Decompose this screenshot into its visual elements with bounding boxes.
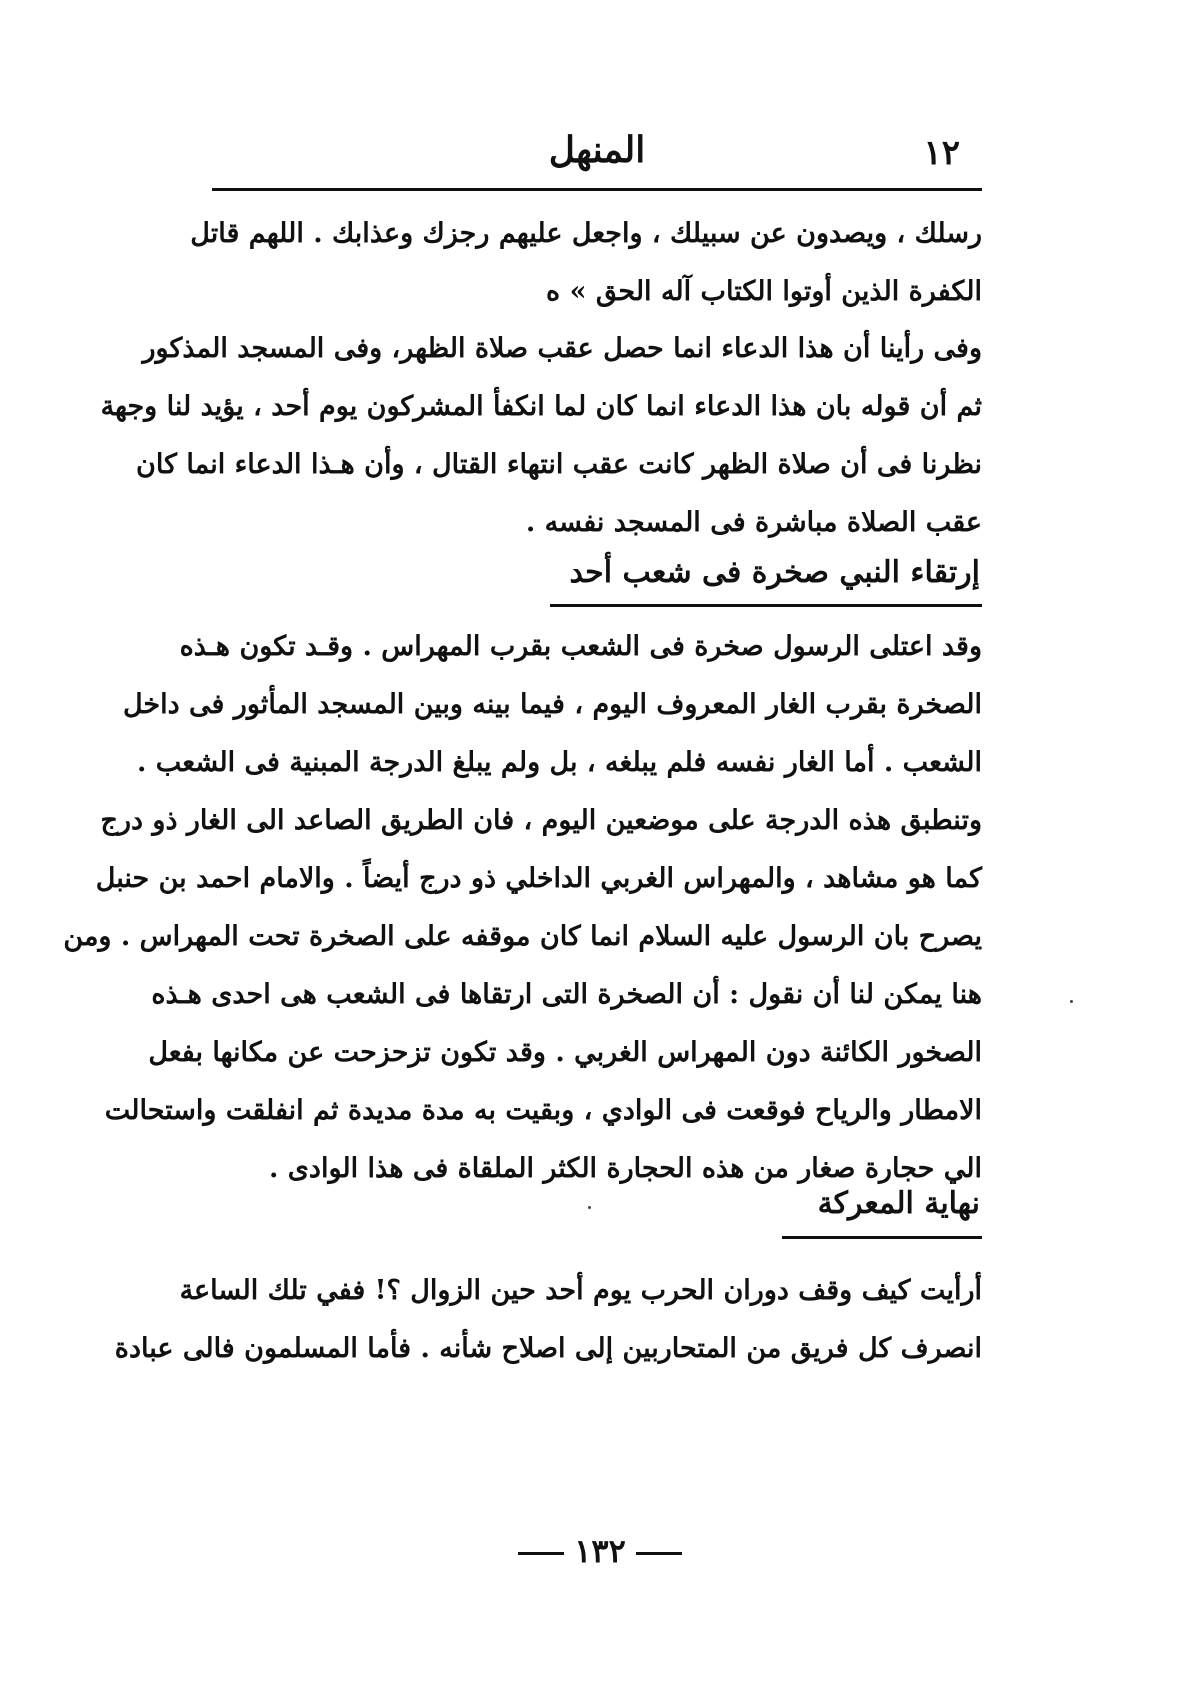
text-line: أرأيت كيف وقف دوران الحرب يوم أحد حين الزوال ؟! ففي تلك الساعة	[179, 1275, 982, 1306]
text-line: الصخرة بقرب الغار المعروف اليوم ، فيما بينه وبين المسجد المأثور فى داخل	[122, 689, 982, 720]
text-line: الي حجارة صغار من هذه الحجارة الكثر الملقاة فى هذا الوادى .	[269, 1153, 982, 1184]
text-line: وفى رأينا أن هذا الدعاء انما حصل عقب صلاة الظهر، وفى المسجد المذكور	[142, 333, 982, 364]
text-line: رسلك ، ويصدون عن سبيلك ، واجعل عليهم رجزك وعذابك . اللهم قاتل	[190, 218, 982, 249]
text-line: الامطار والرياح فوقعت فى الوادي ، وبقيت به مدة مديدة ثم انفلقت واستحالت	[104, 1095, 982, 1126]
page-number-footer	[0, 1532, 1200, 1570]
paragraph-continued	[190, 205, 982, 321]
text-line: كما هو مشاهد ، والمهراس الغربي الداخلي ذو درج أيضاً . والامام احمد بن حنبل	[95, 863, 982, 894]
section-heading-rule	[782, 1236, 982, 1239]
text-line: الشعب . أما الغار نفسه فلم يبلغه ، بل ولم يبلغ الدرجة المبنية فى الشعب .	[136, 747, 982, 778]
text-line: عقب الصلاة مباشرة فى المسجد نفسه .	[525, 507, 982, 538]
paragraph	[100, 320, 982, 552]
text-line: يصرح بان الرسول عليه السلام انما كان موقفه على الصخرة تحت المهراس . ومن	[63, 921, 982, 952]
section-heading-end-of-battle: نهاية المعركة	[817, 1186, 980, 1221]
section-heading-ascent: إرتقاء النبي صخرة فى شعب أحد	[569, 555, 980, 590]
scan-speck	[1070, 1000, 1073, 1003]
page-number-bottom: ١٣٢	[574, 1532, 626, 1570]
text-line: نظرنا فى أن صلاة الظهر كانت عقب انتهاء القتال ، وأن هـذا الدعاء انما كان	[136, 449, 982, 480]
journal-title: المنهل	[548, 129, 646, 171]
page-number-top: ١٢	[923, 133, 960, 173]
text-line: انصرف كل فريق من المتحاربين إلى اصلاح شأنه . فأما المسلمون فالى عبادة	[114, 1333, 982, 1364]
text-line: هنا يمكن لنا أن نقول : أن الصخرة التى ارتقاها فى الشعب هى احدى هـذه	[151, 979, 982, 1010]
page-header	[212, 125, 982, 185]
text-line: وقد اعتلى الرسول صخرة فى الشعب بقرب المهراس . وقـد تكون هـذه	[179, 631, 982, 662]
text-line: وتنطبق هذه الدرجة على موضعين اليوم ، فان الطريق الصاعد الى الغار ذو درج	[100, 805, 982, 836]
scan-speck	[588, 1206, 591, 1209]
section-heading-rule	[550, 604, 982, 607]
header-rule	[212, 188, 982, 191]
paragraph	[63, 618, 982, 1198]
dash-right	[636, 1552, 682, 1555]
text-line: ثم أن قوله بان هذا الدعاء انما كان لما انكفأ المشركون يوم أحد ، يؤيد لنا وجهة	[100, 391, 982, 422]
text-line: الصخور الكائنة دون المهراس الغربي . وقد تكون تزحزحت عن مكانها بفعل	[148, 1037, 982, 1068]
dash-left	[518, 1552, 564, 1555]
text-line: الكفرة الذين أوتوا الكتاب آله الحق » ه	[546, 276, 982, 307]
paragraph	[114, 1262, 982, 1378]
